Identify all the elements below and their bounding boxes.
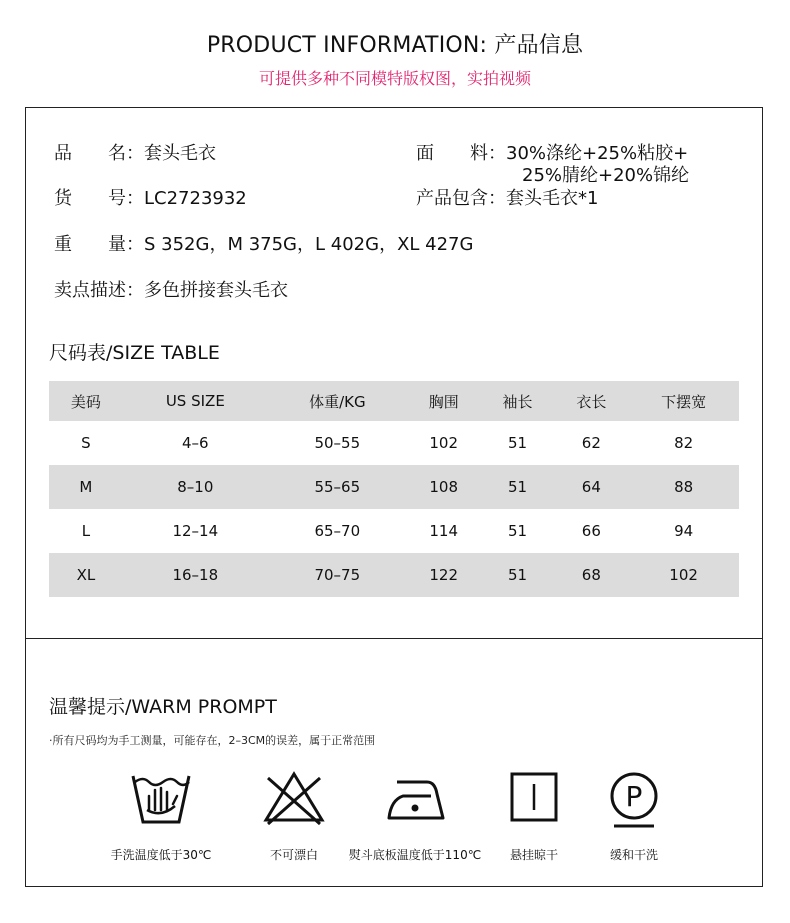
- header-cell: 衣长: [554, 381, 628, 421]
- table-cell: 62: [581, 434, 601, 452]
- care-label: 手洗温度低于30℃: [110, 848, 212, 862]
- info-item-row: [54, 184, 247, 210]
- table-cell: 108: [407, 465, 481, 509]
- info-weight-label: 重 量：: [54, 234, 144, 255]
- info-weight-value: S 352G，M 375G，L 402G，XL 427G: [144, 234, 474, 255]
- care-item-dry-clean: [564, 770, 704, 863]
- table-cell: 16–18: [123, 553, 268, 597]
- page-header-title: PRODUCT INFORMATION: 产品信息: [206, 33, 584, 58]
- table-cell: 94: [674, 522, 694, 540]
- info-selling-label: 卖点描述：: [54, 280, 144, 301]
- table-cell: 114: [429, 522, 459, 540]
- table-cell: S: [81, 434, 91, 452]
- table-cell: L: [81, 522, 91, 540]
- care-item-no-bleach: [224, 770, 364, 863]
- table-cell: 51: [481, 465, 555, 509]
- table-cell: 88: [628, 465, 739, 509]
- table-cell: 4–6: [182, 434, 209, 452]
- info-package-label: 产品包含：: [416, 188, 506, 209]
- table-cell: 8–10: [123, 465, 268, 509]
- info-material-value-2: 25%腈纶+20%锦纶: [522, 165, 690, 186]
- table-cell: 82: [674, 434, 694, 452]
- table-row: [49, 509, 739, 553]
- table-cell: 102: [429, 434, 459, 452]
- care-label: 缓和干洗: [609, 848, 658, 862]
- table-cell: 66: [581, 522, 601, 540]
- table-cell: 51: [507, 522, 528, 540]
- table-cell: 55–65: [268, 465, 407, 509]
- table-cell: 50–55: [314, 434, 361, 452]
- table-cell: XL: [49, 553, 123, 597]
- header-cell: 下摆宽: [628, 381, 739, 421]
- table-cell: 51: [507, 434, 528, 452]
- size-table-header-row: [49, 381, 739, 421]
- warm-prompt-title: 温馨提示/WARM PROMPT: [49, 696, 277, 718]
- table-cell: 65–70: [314, 522, 361, 540]
- info-name-row: [54, 139, 216, 165]
- table-row: [49, 465, 739, 509]
- care-item-hand-wash: [91, 770, 231, 863]
- table-cell: 70–75: [268, 553, 407, 597]
- info-name-label: 品 名：: [54, 143, 144, 164]
- care-label: 熨斗底板温度低于110℃: [348, 848, 482, 862]
- info-selling-row: [54, 276, 288, 302]
- hand-wash-icon: [129, 770, 193, 826]
- info-item-label: 货 号：: [54, 188, 144, 209]
- dry-clean-p-icon: [602, 770, 666, 834]
- line-dry-icon: [502, 770, 566, 826]
- warm-prompt-note: ·所有尺码均为手工测量，可能存在，2–3CM的误差，属于正常范围: [49, 734, 376, 747]
- table-cell: 68: [554, 553, 628, 597]
- info-item-value: LC2723932: [144, 188, 247, 209]
- header-cell: 体重/KG: [268, 381, 407, 421]
- table-cell: 102: [628, 553, 739, 597]
- header-cell: US SIZE: [123, 381, 268, 421]
- info-material-value-1: 30%涤纶+25%粘胶+: [506, 143, 689, 164]
- iron-icon: [383, 770, 447, 826]
- table-cell: 64: [554, 465, 628, 509]
- info-package-value: 套头毛衣*1: [506, 188, 599, 209]
- care-label: 悬挂晾干: [509, 848, 558, 862]
- table-cell: 122: [407, 553, 481, 597]
- section-divider: [25, 638, 763, 639]
- header-cell: 袖长: [481, 381, 555, 421]
- size-table-title: 尺码表/SIZE TABLE: [49, 342, 220, 364]
- info-material-label: 面 料：: [416, 143, 506, 164]
- no-bleach-icon: [262, 770, 326, 826]
- svg-text:P: P: [625, 780, 643, 813]
- header-cell: 胸围: [407, 381, 481, 421]
- info-package-row: [416, 184, 598, 210]
- info-name-value: 套头毛衣: [144, 143, 216, 164]
- page-header-subtitle: 可提供多种不同模特版权图，实拍视频: [258, 69, 531, 88]
- table-row: [49, 553, 739, 597]
- info-weight-row: [54, 230, 473, 256]
- table-row: [49, 421, 739, 465]
- size-table: [49, 381, 739, 597]
- table-cell: M: [49, 465, 123, 509]
- table-cell: 12–14: [172, 522, 219, 540]
- header-cell: 美码: [49, 381, 123, 421]
- care-label: 不可漂白: [269, 848, 318, 862]
- info-selling-value: 多色拼接套头毛衣: [144, 280, 288, 301]
- table-cell: 51: [481, 553, 555, 597]
